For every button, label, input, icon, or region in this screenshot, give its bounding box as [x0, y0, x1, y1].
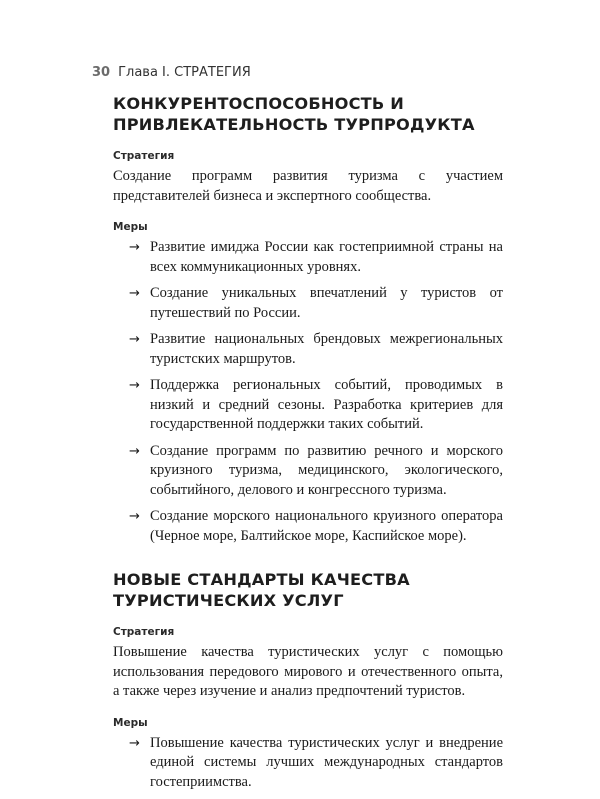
- measure-text: Создание морского национального круизного оператора (Черное море, Балтийское море, Каспийское море).: [150, 508, 503, 544]
- strategy-text: Создание программ развития туризма с участием представителей бизнеса и экспертного сообщества.: [113, 168, 503, 204]
- measures-label: Меры: [113, 221, 148, 233]
- measure-text: Создание программ по развитию речного и морского круизного туризма, медицинского, экологического, событийного, делового и конгрессного туризма.: [150, 442, 503, 498]
- arrow-icon: →: [129, 332, 140, 347]
- measure-text: Повышение качества туристических услуг и внедрение единой системы лучших международных стандартов гостеприимства.: [150, 734, 503, 790]
- arrow-icon: →: [129, 509, 140, 524]
- section-quality-standards: [113, 569, 503, 792]
- page-number: 30: [92, 65, 111, 80]
- list-item: [113, 507, 503, 546]
- measure-text: Создание уникальных впечатлений у туристов от путешествий по России.: [150, 285, 503, 321]
- measures-list: [113, 238, 503, 546]
- arrow-icon: →: [129, 378, 140, 393]
- strategy-text: Повышение качества туристических услуг с помощью использования передового мирового и отечественного опыта, а также через изучение и анализ предпочтений туристов.: [113, 644, 503, 699]
- list-item: [113, 376, 503, 435]
- section-gap: [113, 553, 503, 569]
- arrow-icon: →: [129, 240, 140, 255]
- page-content: [113, 93, 503, 799]
- list-item: [113, 734, 503, 793]
- list-item: [113, 284, 503, 323]
- section-title: НОВЫЕ СТАНДАРТЫ КАЧЕСТВА ТУРИСТИЧЕСКИХ УСЛУГ: [113, 570, 410, 610]
- measures-list: [113, 734, 503, 793]
- measures-label: Меры: [113, 716, 148, 729]
- measure-text: Поддержка региональных событий, проводимых в низкий и средний сезоны. Разработка критериев для государственной поддержки таких событий.: [150, 377, 503, 432]
- measure-text: Развитие национальных брендовых межрегиональных туристских маршрутов.: [150, 331, 503, 367]
- chapter-title: Глава I. СТРАТЕГИЯ: [118, 65, 251, 80]
- measure-text: Развитие имиджа России как гостеприимной страны на всех коммуникационных уровнях.: [150, 239, 503, 275]
- list-item: [113, 238, 503, 277]
- arrow-icon: →: [129, 286, 140, 301]
- strategy-label: Стратегия: [113, 150, 175, 162]
- strategy-label: Стратегия: [113, 626, 175, 638]
- arrow-icon: →: [129, 735, 140, 751]
- list-item: [113, 442, 503, 501]
- section-title: КОНКУРЕНТОСПОСОБНОСТЬ И ПРИВЛЕКАТЕЛЬНОСТЬ ТУРПРОДУКТА: [113, 94, 475, 134]
- section-competitiveness: [113, 93, 503, 546]
- arrow-icon: →: [129, 443, 140, 459]
- list-item: [113, 330, 503, 369]
- running-head: [92, 65, 251, 80]
